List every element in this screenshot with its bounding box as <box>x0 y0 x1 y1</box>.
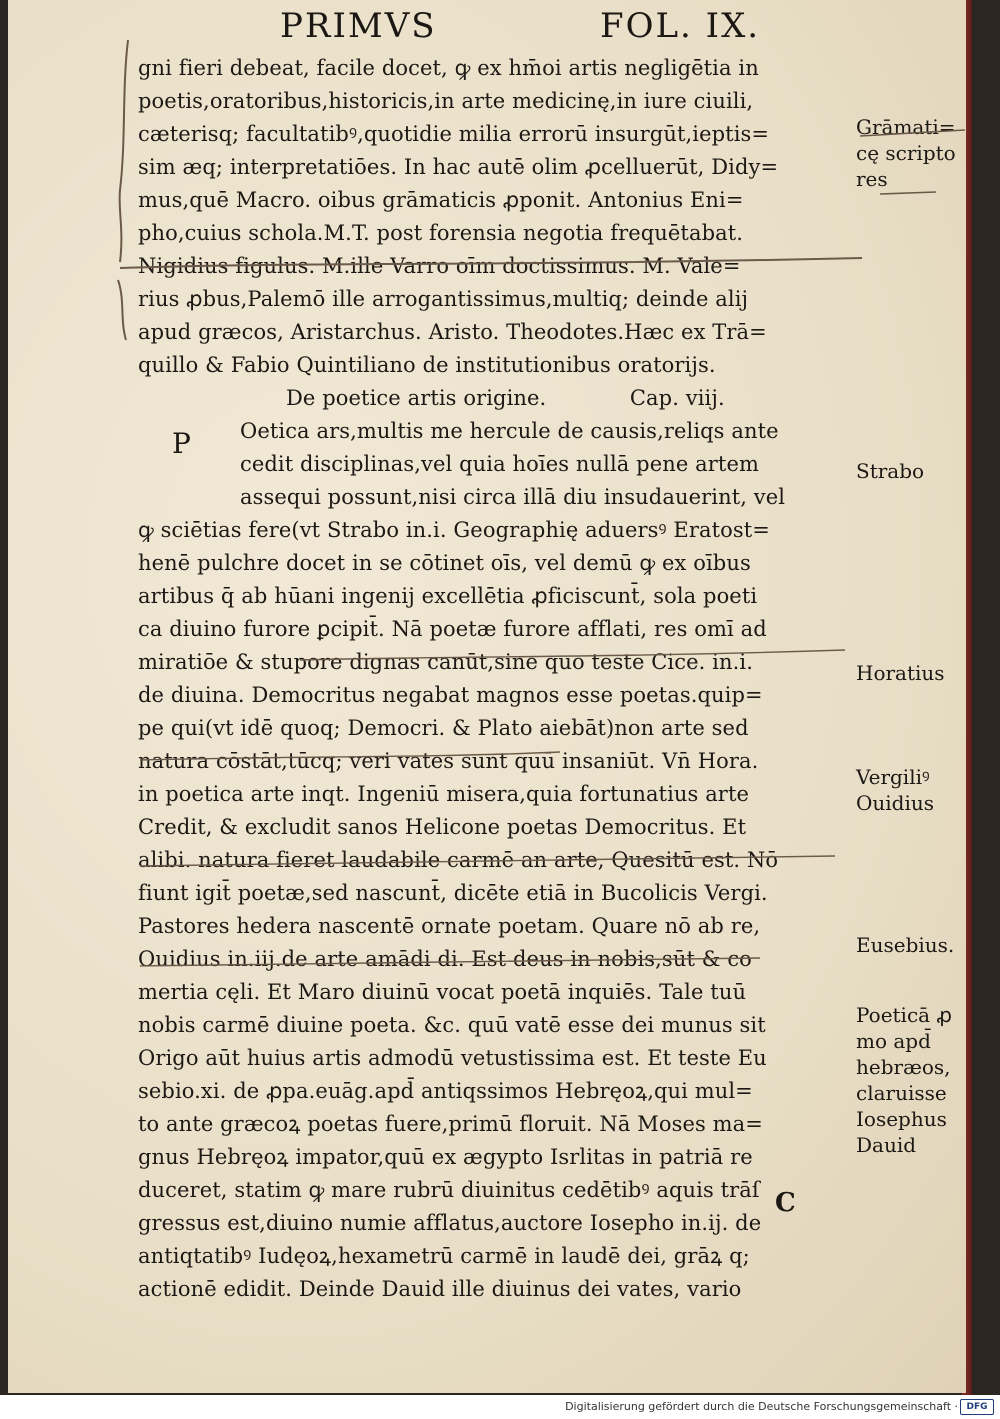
margin-note-line: Strabo <box>856 459 925 483</box>
text-line: sim æq; interpretatiōes. In hac autē olim ꝓcelluerūt, Didy= <box>138 155 779 179</box>
chapter-heading <box>138 382 858 415</box>
text-line: de diuina. Democritus negabat magnos esse poetas.quip= <box>138 683 763 707</box>
dfg-logo-icon: DFG <box>960 1399 994 1415</box>
margin-note-line: claruisse <box>856 1081 947 1105</box>
text-line: mus,quē Macro. oibus grāmaticis ꝓponit. Antonius Eni= <box>138 188 744 212</box>
text-line: sebio.xi. de ꝓpa.euāg.apd̄ antiqssimos Hebręoꝝ,qui mul= <box>138 1079 753 1103</box>
text-line: apud græcos, Aristarchus. Aristo. Theodotes.Hæc ex Trā= <box>138 320 767 344</box>
text-line: Ouidius in.iij.de arte amādi di. Est deus in nobis,sūt & co <box>138 947 752 971</box>
text-line: fiunt igit̄ poetæ,sed nascunt̄, dicēte etiā in Bucolicis Vergi. <box>138 881 768 905</box>
margin-note <box>856 660 945 686</box>
text-line: ca diuino furore ꝑcipit̄. Nā poetæ furore afflati, res omī ad <box>138 617 767 641</box>
text-line: antiqtatibꝰ Iudęoꝝ,hexametrū carmē in laudē dei, grāꝝ q; <box>138 1244 750 1268</box>
text-line: assequi possunt,nisi circa illā diu insudauerint, vel <box>240 485 786 509</box>
margin-note-line: Grāmati= <box>856 115 956 139</box>
margin-note <box>856 114 956 192</box>
text-line: poetis,oratoribus,historicis,in arte medicinę,in iure ciuili, <box>138 89 754 113</box>
text-line: Oetica ars,multis me hercule de causis,reliqs ante <box>240 419 779 443</box>
margin-note <box>856 1002 952 1158</box>
text-line: gni fieri debeat, facile docet, ꝙ ex hm̄oi artis negligētia in <box>138 56 759 80</box>
text-line: rius ꝓbus,Palemō ille arrogantissimus,multiq; deinde alij <box>138 287 749 311</box>
text-line: duceret, statim ꝙ mare rubrū diuinitus cedētibꝰ aquis trāſ <box>138 1178 760 1202</box>
chapter-title: De poetice artis origine. <box>286 386 547 410</box>
margin-note-line: Vergiliꝰ <box>856 765 930 789</box>
margin-notes <box>856 52 966 1232</box>
margin-note-line: hebræos, <box>856 1055 951 1079</box>
margin-note-line: cę scripto <box>856 141 956 165</box>
text-line: henē pulchre docet in se cōtinet oīs, vel demū ꝙ ex oībus <box>138 551 751 575</box>
text-line: Pastores hedera nascentē ornate poetam. Quare nō ab re, <box>138 914 761 938</box>
text-line: actionē edidit. Deinde Dauid ille diuinus dei vates, vario <box>138 1277 742 1301</box>
text-line: cedit disciplinas,vel quia hoīes nullā pene artem <box>240 452 759 476</box>
text-line: Nigidius figulus. M.ille Varro oīm doctissimus. M. Vale= <box>138 254 741 278</box>
text-line: ꝙ sciētias fere(vt Strabo in.i. Geographię aduersꝰ Eratost= <box>138 518 770 542</box>
text-line: quillo & Fabio Quintiliano de institutionibus oratorijs. <box>138 353 716 377</box>
margin-note <box>856 458 924 484</box>
text-line: cæterisq; facultatibꝰ,quotidie milia errorū insurgūt,ieptis= <box>138 122 770 146</box>
margin-note <box>856 932 954 958</box>
text-line: gnus Hebręoꝝ impator,quū ex ægypto Isrlitas in patriā re <box>138 1145 753 1169</box>
margin-note-line: Horatius <box>856 661 945 685</box>
margin-note-line: Poeticā ꝓ <box>856 1003 952 1027</box>
text-line: miratiōe & stupore dignas canūt,sine quo teste Cice. in.i. <box>138 650 753 674</box>
running-head-folio: FOL. IX. <box>600 6 761 46</box>
digitization-credit: Digitalisierung gefördert durch die Deutsche Forschungsgemeinschaft · <box>565 1400 958 1413</box>
text-line: Credit, & excludit sanos Helicone poetas Democritus. Et <box>138 815 747 839</box>
text-line: in poetica arte inqt. Ingeniū misera,quia fortunatius arte <box>138 782 750 806</box>
margin-note-line: mo apd̄ <box>856 1029 931 1053</box>
margin-note-line: res <box>856 167 888 191</box>
text-line: natura cōstāt,tūcq; veri vates sunt quū insaniūt. Vn̄ Hora. <box>138 749 759 773</box>
margin-note <box>856 764 934 816</box>
text-line: to ante græcoꝝ poetas fuere,primū floruit. Nā Moses ma= <box>138 1112 763 1136</box>
text-line: pho,cuius schola.M.T. post forensia negotia frequētabat. <box>138 221 744 245</box>
running-head-left: PRIMVS <box>280 6 437 46</box>
text-line: nobis carmē diuine poeta. &c. quū vatē esse dei munus sit <box>138 1013 766 1037</box>
main-text-block <box>138 52 858 1301</box>
margin-note-line: Ouidius <box>856 791 935 815</box>
chapter-number: Cap. viij. <box>629 386 725 410</box>
signature-mark: C <box>775 1188 796 1218</box>
text-line: mertia cęli. Et Maro diuinū vocat poetā inquiēs. Tale tuū <box>138 980 747 1004</box>
text-line: alibi. natura fieret laudabile carmē an arte, Quesitū est. Nō <box>138 848 779 872</box>
text-line: gressus est,diuino numie afflatus,auctore Iosepho in.ij. de <box>138 1211 762 1235</box>
text-line: pe qui(vt idē quoq; Democri. & Plato aiebāt)non arte sed <box>138 716 749 740</box>
margin-note-line: Eusebius. <box>856 933 955 957</box>
margin-note-line: Iosephus <box>856 1107 947 1131</box>
text-line: artibus q̄ ab hūani ingenij excellētia ꝓficiscunt̄, sola poeti <box>138 584 758 608</box>
running-head <box>280 6 800 52</box>
footer-bar <box>0 1395 1000 1419</box>
margin-note-line: Dauid <box>856 1133 917 1157</box>
text-line: Origo aūt huius artis admodū vetustissima est. Et teste Eu <box>138 1046 767 1070</box>
initial-letter: P <box>172 427 191 460</box>
